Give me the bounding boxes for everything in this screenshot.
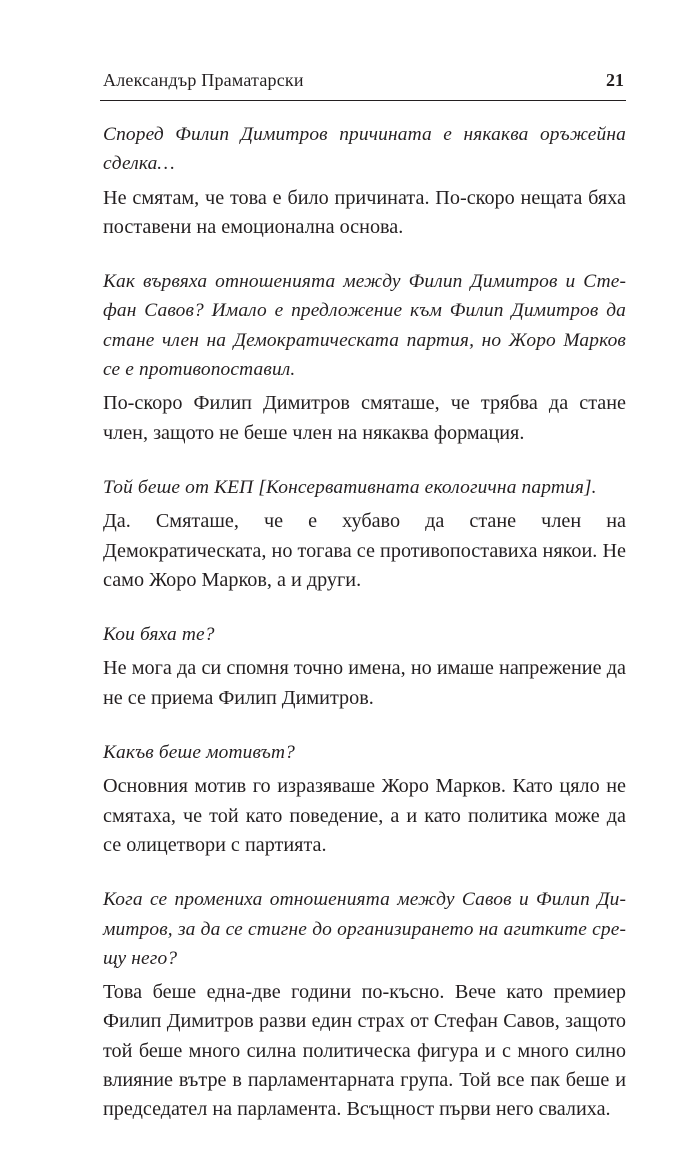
interview-question: Какъв беше мотивът? <box>103 742 295 764</box>
interview-answer: Да. Смяташе, че е хубаво да стане член на Демократическата, но тогава се противопоставиха някои. Не само Жоро Марков, а и други. <box>103 510 626 591</box>
qa-block <box>103 620 626 713</box>
qa-block <box>103 120 626 242</box>
qa-block <box>103 738 626 860</box>
interview-answer: Не смятам, че това е било причината. По-скоро нещата бяха поставени на емоционална основа. <box>103 186 626 238</box>
running-header <box>100 70 626 101</box>
book-page <box>100 0 630 1121</box>
interview-question: Той беше от КЕП [Консервативната екологична партия]. <box>103 476 597 498</box>
header-author: Александър Праматарски <box>103 70 304 90</box>
interview-question: Според Филип Димитров причината е някаква оръжейна сделка… <box>103 124 626 175</box>
qa-block <box>103 885 626 1124</box>
interview-question: Кои бяха те? <box>103 624 215 646</box>
interview-answer: Основния мотив го изразяваше Жоро Марков. Като цяло не смятаха, че той като поведение, а и като политика може да се олицетвори с партията. <box>103 775 626 856</box>
qa-block <box>103 267 626 448</box>
interview-answer: По-скоро Филип Димитров смяташе, че трябва да стане член, защото не беше член на някаква формация. <box>103 392 626 444</box>
interview-question: Как вървяха отношенията между Филип Димитров и Стефан Савов? Имало е предложение към Филип Димитров да стане член на Демократическата партия, но Жоро Марков се е противопоставил. <box>103 271 626 381</box>
interview-question: Кога се промениха отношенията между Савов и Филип Димитров, за да се стигне до организирането на агитките срещу него? <box>103 889 626 969</box>
qa-block <box>103 473 626 595</box>
interview-answer: Не мога да си спомня точно имена, но имаше напрежение да не се приема Филип Димитров. <box>103 657 626 709</box>
interview-text <box>103 120 626 1150</box>
interview-answer: Това беше една-две години по-късно. Вече като премиер Филип Димитров разви един страх от Стефан Савов, защото той беше много силна политическа фигура и с много силно влияние вътре в парламентарната група. Той все пак беше и председател на парламента. Всъщност първи него свалиха. <box>103 981 626 1121</box>
page-number: 21 <box>606 70 624 90</box>
